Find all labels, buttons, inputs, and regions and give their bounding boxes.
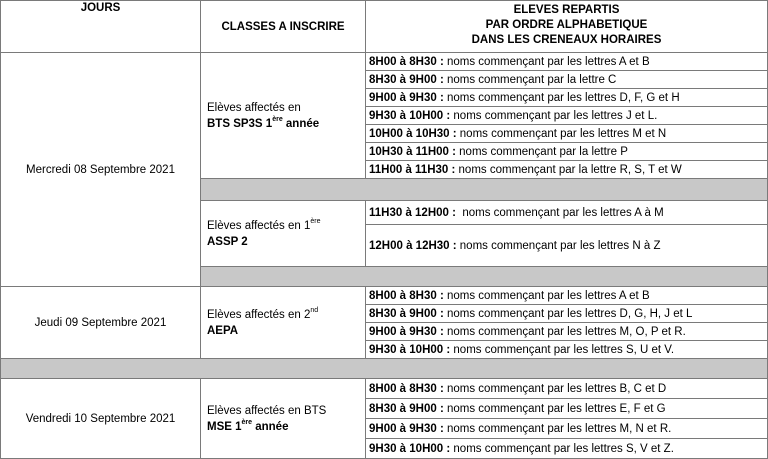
class-bts-sp3s: Elèves affectés en BTS SP3S 1ère année — [201, 53, 366, 179]
time-slot: 9H00 à 9H30 : noms commençant par les lettres D, F, G et H — [366, 89, 768, 107]
day-mercredi: Mercredi 08 Septembre 2021 — [1, 53, 201, 287]
separator-cell — [1, 359, 768, 379]
table-row — [1, 379, 768, 399]
time-slot: 8H30 à 9H00 : noms commençant par les lettres D, G, H, J et L — [366, 305, 768, 323]
class-assp2: Elèves affectés en 1ère ASSP 2 — [201, 201, 366, 267]
header-eleves-line3: DANS LES CRENEAUX HORAIRES — [471, 34, 662, 46]
time-slot: 11H00 à 11H30 : noms commençant par la lettre R, S, T et W — [366, 161, 768, 179]
day-jeudi: Jeudi 09 Septembre 2021 — [1, 287, 201, 359]
time-slot: 12H00 à 12H30 : noms commençant par les lettres N à Z — [366, 225, 768, 267]
header-row — [1, 1, 768, 53]
header-eleves — [366, 1, 768, 53]
separator-row — [1, 359, 768, 379]
time-slot: 9H30 à 10H00 : noms commençant par les lettres S, V et Z. — [366, 439, 768, 459]
header-classes: CLASSES A INSCRIRE — [201, 1, 366, 53]
time-slot: 8H00 à 8H30 : noms commençant par les lettres A et B — [366, 53, 768, 71]
class-bts-mse: Elèves affectés en BTS MSE 1ère année — [201, 379, 366, 459]
separator-cell — [201, 179, 768, 201]
table-row — [1, 287, 768, 305]
time-slot: 8H00 à 8H30 : noms commençant par les lettres A et B — [366, 287, 768, 305]
time-slot: 8H30 à 9H00 : noms commençant par la lettre C — [366, 71, 768, 89]
header-eleves-line2: PAR ORDRE ALPHABETIQUE — [485, 19, 648, 31]
time-slot: 8H30 à 9H00 : noms commençant par les lettres E, F et G — [366, 399, 768, 419]
header-jours: JOURS — [1, 1, 201, 53]
time-slot: 9H30 à 10H00 : noms commençant par les lettres J et L. — [366, 107, 768, 125]
day-vendredi: Vendredi 10 Septembre 2021 — [1, 379, 201, 459]
time-slot: 11H30 à 12H00 : noms commençant par les lettres A à M — [366, 201, 768, 225]
time-slot: 8H00 à 8H30 : noms commençant par les lettres B, C et D — [366, 379, 768, 399]
table-row — [1, 53, 768, 71]
class-aepa: Elèves affectés en 2nd AEPA — [201, 287, 366, 359]
separator-cell — [201, 267, 768, 287]
time-slot: 9H00 à 9H30 : noms commençant par les lettres M, O, P et R. — [366, 323, 768, 341]
time-slot: 10H30 à 11H00 : noms commençant par la lettre P — [366, 143, 768, 161]
time-slot: 9H00 à 9H30 : noms commençant par les lettres M, N et R. — [366, 419, 768, 439]
time-slot: 9H30 à 10H00 : noms commençant par les lettres S, U et V. — [366, 341, 768, 359]
header-eleves-line1: ELEVES REPARTIS — [513, 4, 620, 16]
time-slot: 10H00 à 10H30 : noms commençant par les lettres M et N — [366, 125, 768, 143]
